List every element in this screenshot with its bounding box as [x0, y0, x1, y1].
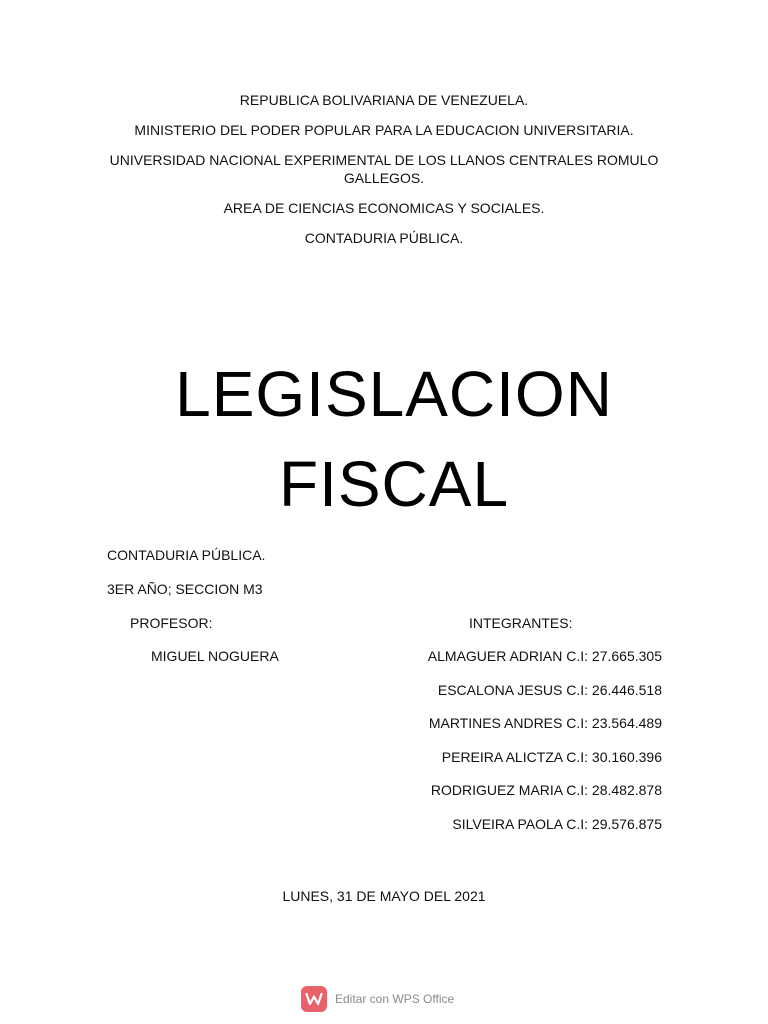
members-label: INTEGRANTES:: [469, 615, 573, 631]
year-section-label: 3ER AÑO; SECCION M3: [107, 581, 263, 597]
document-title-line-2: FISCAL: [278, 448, 510, 520]
career-label: CONTADURIA PÚBLICA.: [107, 547, 266, 563]
members-list: [362, 647, 662, 848]
header-line-career: CONTADURIA PÚBLICA.: [304, 230, 464, 246]
header-line-ministry: MINISTERIO DEL PODER POPULAR PARA LA EDUCACION UNIVERSITARIA.: [134, 122, 634, 138]
member-item: MARTINES ANDRES C.I: 23.564.489: [428, 715, 662, 731]
professor-label: PROFESOR:: [130, 615, 213, 631]
document-date: LUNES, 31 DE MAYO DEL 2021: [282, 888, 486, 904]
header-line-country: REPUBLICA BOLIVARIANA DE VENEZUELA.: [239, 92, 529, 108]
member-item: SILVEIRA PAOLA C.I: 29.576.875: [452, 815, 662, 832]
member-item: PEREIRA ALICTZA C.I: 30.160.396: [441, 748, 662, 765]
wps-office-icon: [301, 986, 327, 1012]
institution-header: [90, 91, 678, 259]
member-item: ESCALONA JESUS C.I: 26.446.518: [437, 681, 662, 698]
header-line-university: UNIVERSIDAD NACIONAL EXPERIMENTAL DE LOS LLANOS CENTRALES ROMULO GALLEGOS.: [109, 152, 659, 186]
edit-with-wps-label: Editar con WPS Office: [335, 991, 455, 1006]
edit-with-wps-button[interactable]: [301, 985, 454, 1012]
member-item: ALMAGUER ADRIAN C.I: 27.665.305: [427, 648, 662, 664]
member-item: RODRIGUEZ MARIA C.I: 28.482.878: [430, 782, 662, 798]
document-title: [0, 349, 768, 529]
professor-name: MIGUEL NOGUERA: [151, 648, 279, 664]
document-title-line-1: LEGISLACION: [175, 358, 613, 430]
header-line-area: AREA DE CIENCIAS ECONOMICAS Y SOCIALES.: [223, 200, 545, 216]
